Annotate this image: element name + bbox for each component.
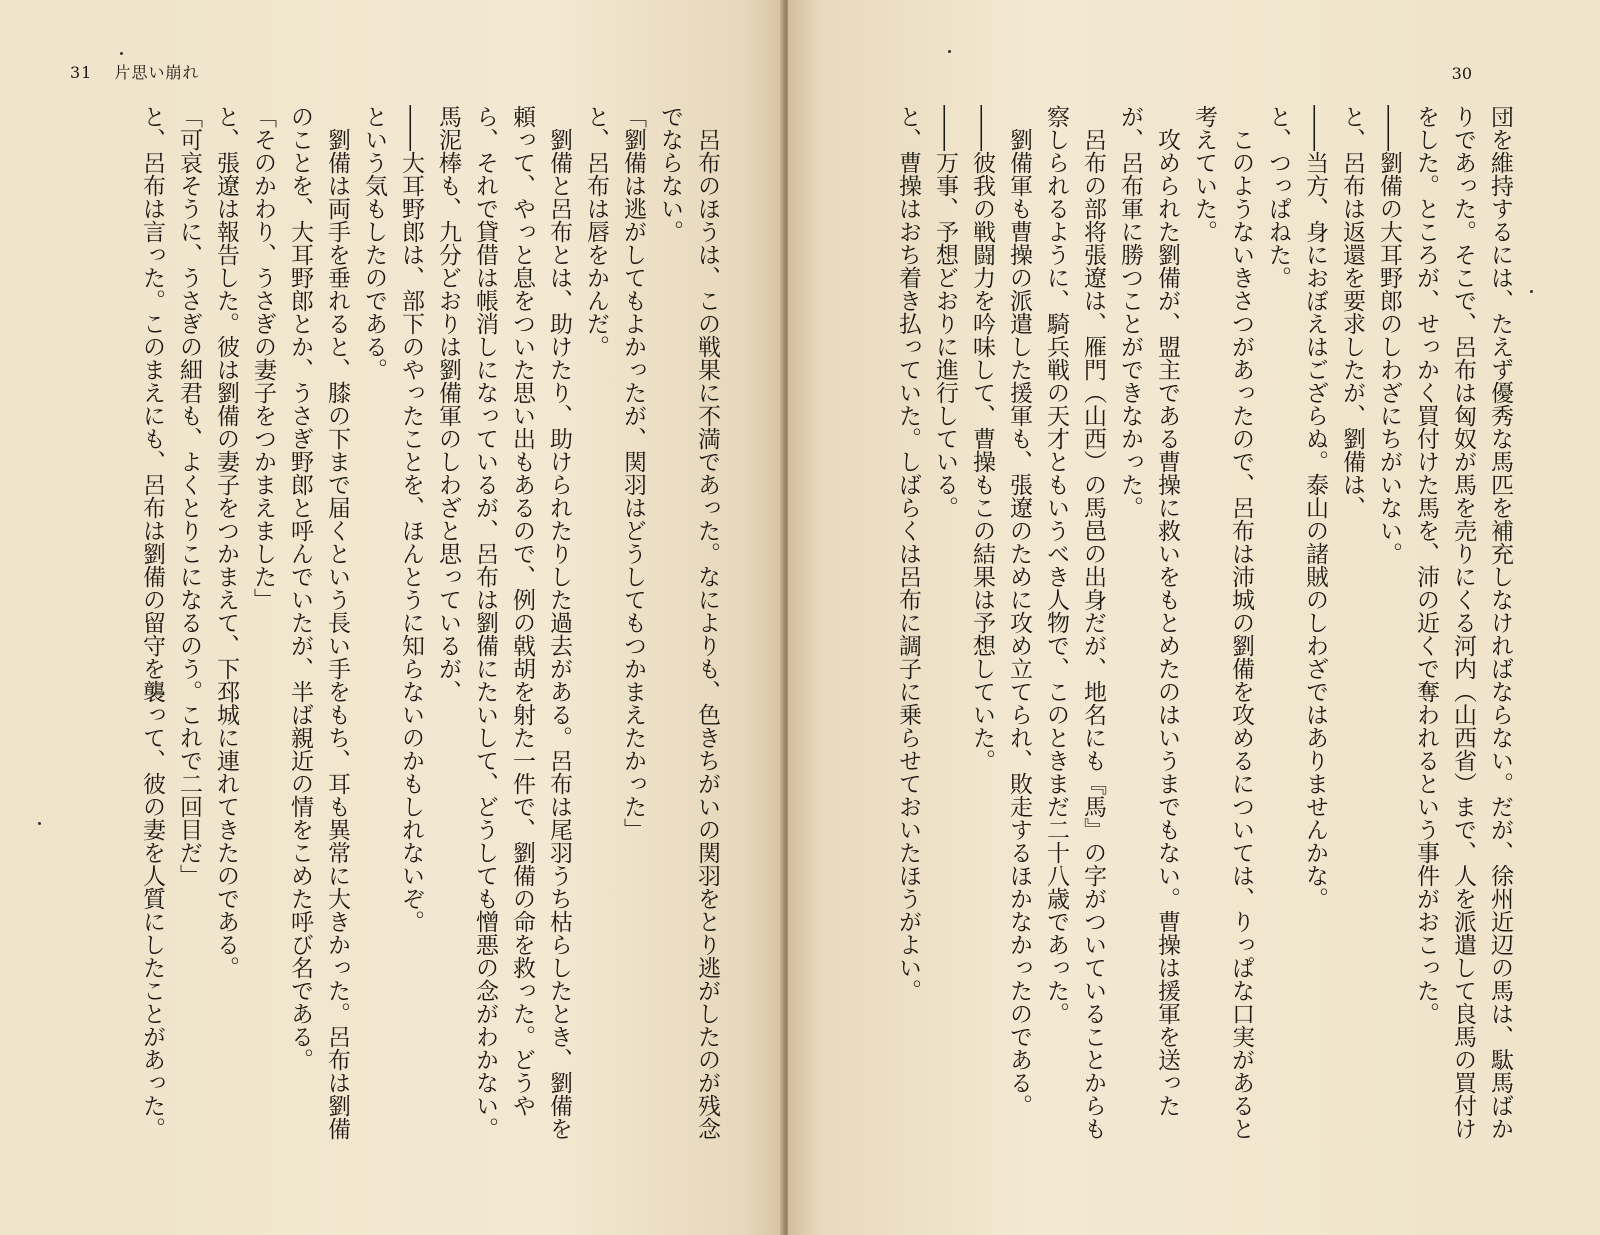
paragraph: という気もしたのである。: [361, 105, 387, 381]
paper-speck: [38, 822, 41, 825]
paragraph: 劉備軍も曹操の派遣した援軍も、張遼のために攻め立てられ、敗走するほかなかったのである。: [1006, 128, 1032, 1117]
paragraph: 攻められた劉備が、盟主である曹操に救いをもとめたのはいうまでもない。曹操は援軍を送ったが、呂布軍に勝つことができなかった。: [1117, 105, 1180, 1117]
chapter-title: 片思い崩れ: [114, 63, 200, 82]
paragraph: と、つっぱねた。: [1265, 105, 1291, 289]
paragraph: ――彼我の戦闘力を吟味して、曹操もこの結果は予想していた。: [969, 105, 995, 772]
paragraph: 劉備と呂布とは、助けたり、助けられたりした過去がある。呂布は尾羽うち枯らしたとき、劉備を頼って、やっと息をついた思い出もあるので、例の戟胡を射た一件で、劉備の命を救った。どうやら、それで貸借は帳消しになっているが、呂布は劉備にたいして、どうしても憎悪の念がわかない。馬泥棒も、九分どおりは劉備軍のしわざと思っているが、: [435, 105, 572, 1140]
paragraph: と、曹操はおち着き払っていた。しばらくは呂布に調子に乗らせておいたほうがよい。: [895, 105, 921, 1002]
paragraph: と、張遼は報告した。彼は劉備の妻子をつかまえて、下邳城に連れてきたのである。: [213, 105, 239, 979]
paragraph: 「そのかわり、うさぎの妻子をつかまえました」: [250, 105, 276, 611]
paper-speck: [948, 50, 951, 53]
paragraph: と、呂布は唇をかんだ。: [583, 105, 609, 358]
running-head: [70, 60, 199, 83]
paper-speck: [1530, 290, 1533, 293]
paragraph: ――大耳野郎は、部下のやったことを、ほんとうに知らないのかもしれないぞ。: [398, 105, 424, 933]
paragraph: と、呂布は言った。このまえにも、呂布は劉備の留守を襲って、彼の妻を人質にしたことがあった。: [139, 105, 165, 1140]
paragraph: 「劉備は逃がしてもよかったが、関羽はどうしてもつかまえたかった」: [620, 105, 646, 841]
page-number: 30: [1451, 64, 1472, 83]
paragraph: 呂布の部将張遼は、雁門（山西）の馬邑の出身だが、地名にも『馬』の字がついていることからも察しられるように、騎兵戦の天才ともいうべき人物で、このときまだ二十八歳であった。: [1043, 105, 1106, 1140]
paragraph: 団を維持するには、たえず優秀な馬匹を補充しなければならない。だが、徐州近辺の馬は、駄馬ばかりであった。そこで、呂布は匈奴が馬を売りにくる河内（山西省）まで、人を派遣して良馬の買付けをした。ところが、せっかく買付けた馬を、沛の近くで奪われるという事件がおこった。: [1413, 105, 1513, 1140]
paragraph: ――劉備の大耳野郎のしわざにちがいない。: [1376, 105, 1402, 565]
paragraph: このようないきさつがあったので、呂布は沛城の劉備を攻めるについては、りっぱな口実があると考えていた。: [1191, 105, 1254, 1140]
paragraph: 呂布のほうは、この戦果に不満であった。なによりも、色きちがいの関羽をとり逃がしたのが残念でならない。: [657, 105, 720, 1140]
paragraph: ――万事、予想どおりに進行している。: [932, 105, 958, 519]
page-number: 31: [70, 63, 93, 82]
paragraph: 劉備は両手を垂れると、膝の下まで届くという長い手をもち、耳も異常に大きかった。呂布は劉備のことを、大耳野郎とか、うさぎ野郎と呼んでいたが、半ば親近の情をこめた呼び名である。: [287, 105, 350, 1140]
left-page: [0, 0, 784, 1235]
paragraph: 「可哀そうに、うさぎの細君も、よくとりこになるのう。これで二回目だ」: [176, 105, 202, 887]
left-body-text: [75, 105, 725, 1145]
right-body-text: [828, 105, 1518, 1145]
paragraph: と、呂布は返還を要求したが、劉備は、: [1339, 105, 1365, 519]
paragraph: ――当方、身におぼえはござらぬ。泰山の諸賊のしわざではありませんかな。: [1302, 105, 1328, 910]
paper-speck: [120, 52, 123, 55]
right-page: [788, 0, 1600, 1235]
